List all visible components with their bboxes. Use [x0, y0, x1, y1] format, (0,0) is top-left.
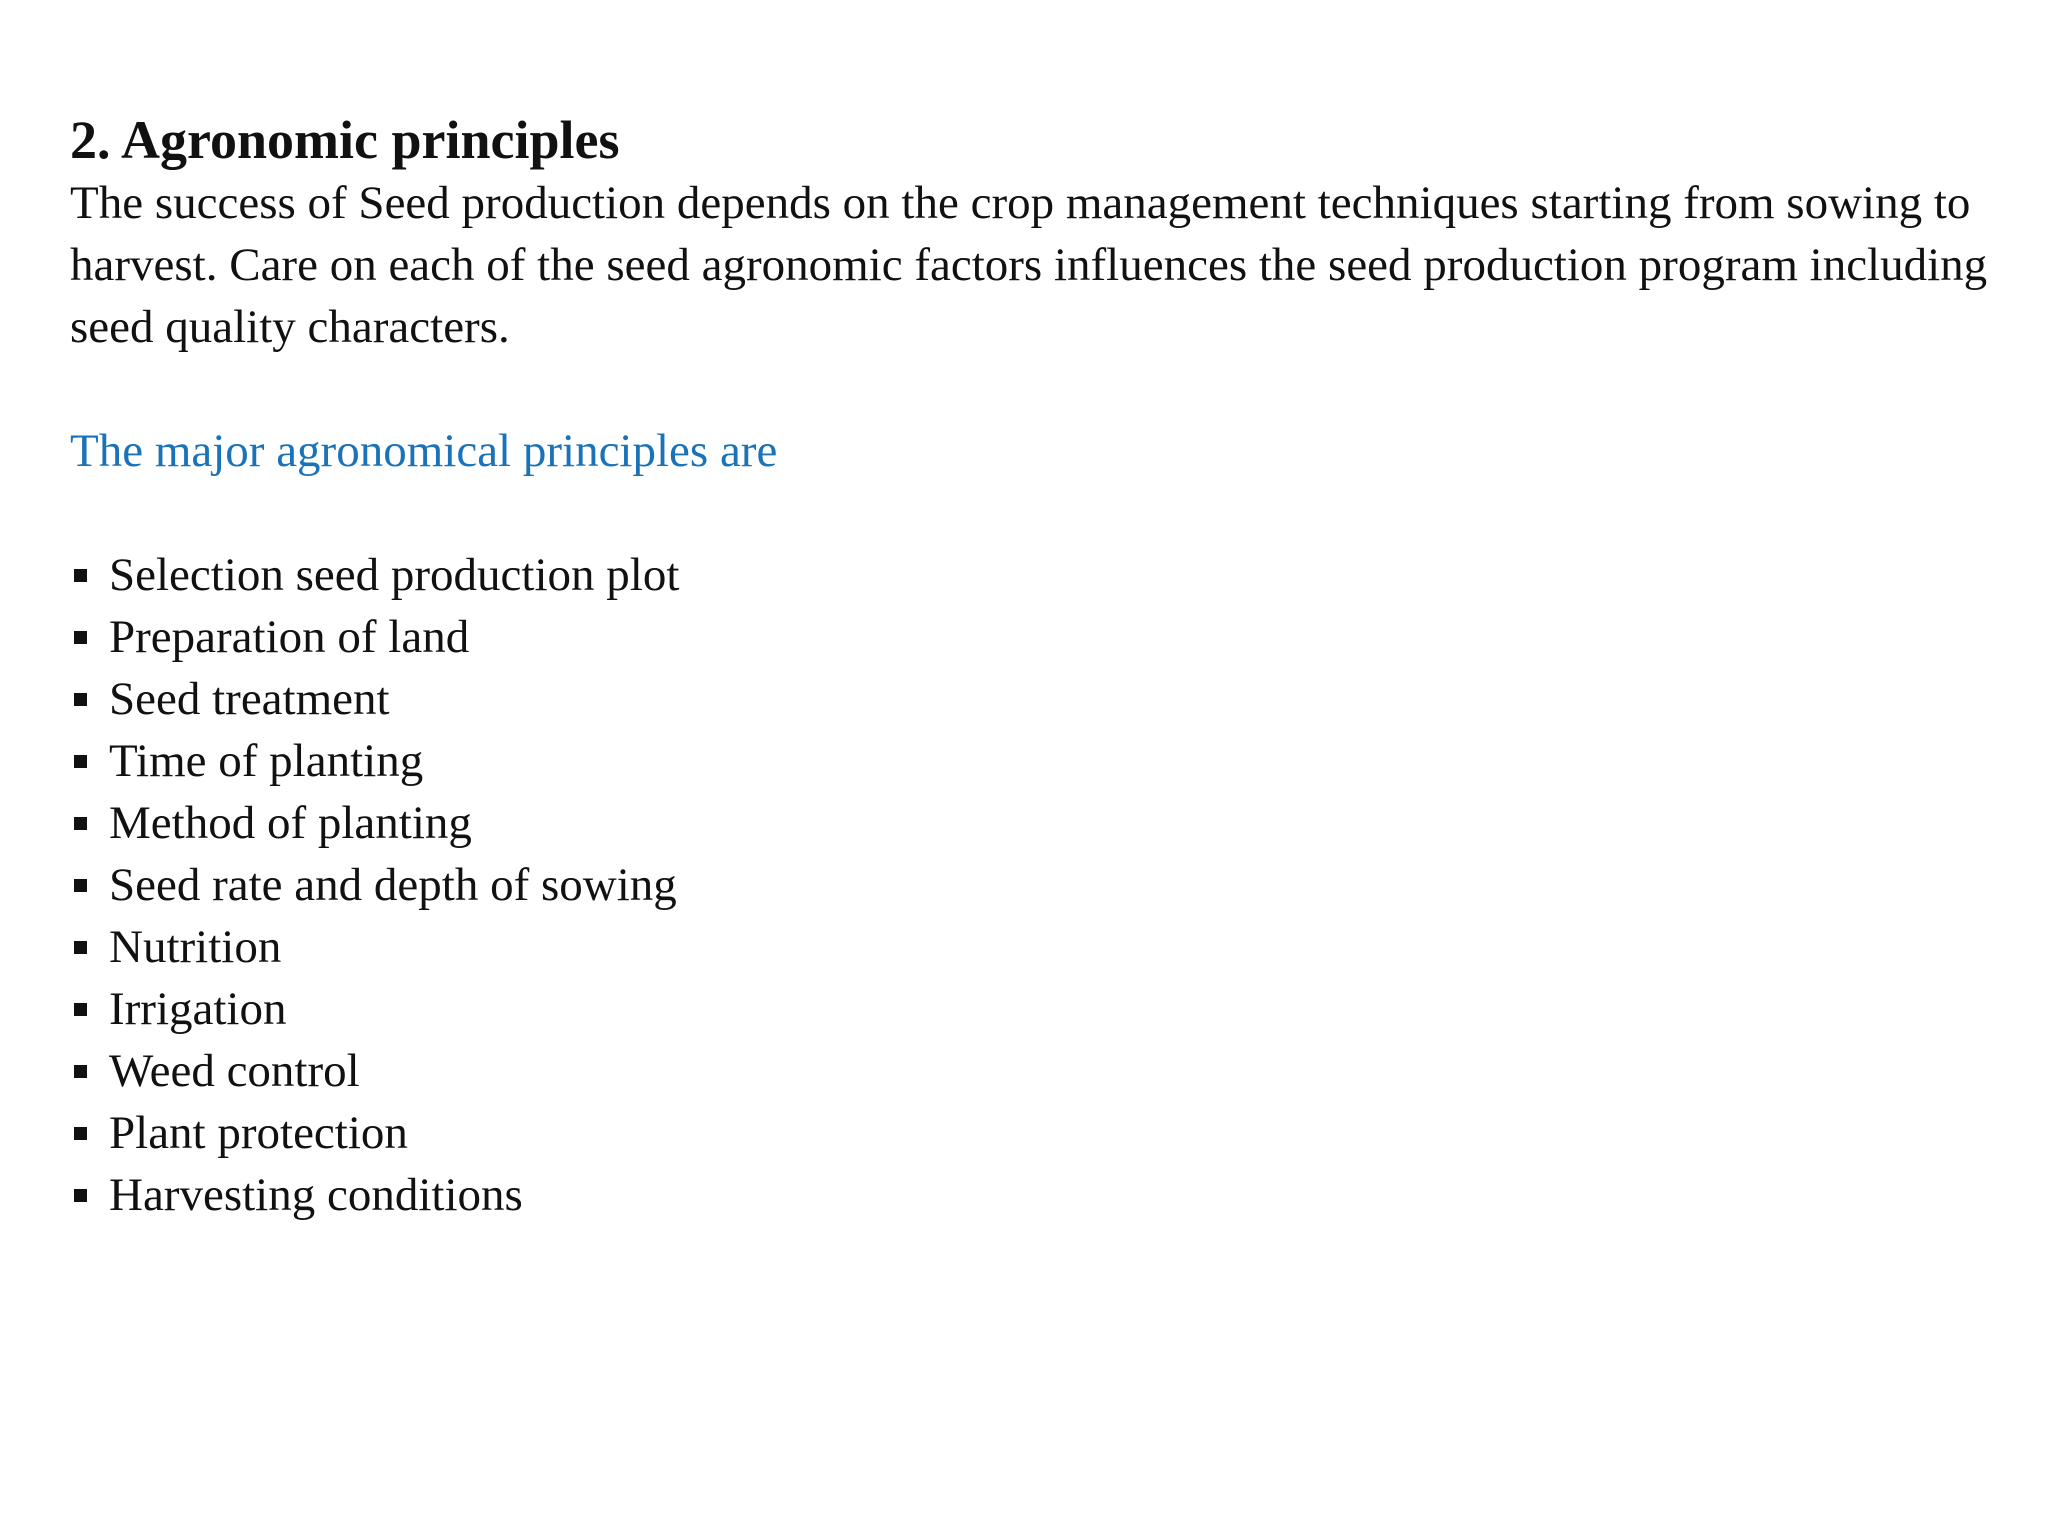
document-page [70, 108, 2010, 1226]
square-bullet-icon [74, 631, 87, 644]
list-item-label: Method of planting [109, 797, 472, 849]
list-item-label: Seed treatment [109, 673, 390, 725]
square-bullet-icon [74, 755, 87, 768]
square-bullet-icon [74, 879, 87, 892]
list-item-label: Time of planting [109, 735, 424, 787]
list-item [70, 854, 2010, 916]
square-bullet-icon [74, 569, 87, 582]
square-bullet-icon [74, 941, 87, 954]
square-bullet-icon [74, 817, 87, 830]
list-item [70, 792, 2010, 854]
list-item-label: Plant protection [109, 1107, 408, 1159]
list-item [70, 544, 2010, 606]
list-item-label: Selection seed production plot [109, 549, 680, 601]
list-item [70, 1040, 2010, 1102]
list-item-label: Irrigation [109, 983, 287, 1035]
list-item-label: Seed rate and depth of sowing [109, 859, 677, 911]
square-bullet-icon [74, 1065, 87, 1078]
list-item [70, 1102, 2010, 1164]
list-item [70, 916, 2010, 978]
section-heading: 2. Agronomic principles [70, 110, 620, 170]
principles-subheading: The major agronomical principles are [70, 425, 778, 477]
square-bullet-icon [74, 1127, 87, 1140]
square-bullet-icon [74, 1003, 87, 1016]
square-bullet-icon [74, 693, 87, 706]
list-item-label: Harvesting conditions [109, 1169, 523, 1221]
principles-list [70, 544, 2010, 1226]
square-bullet-icon [74, 1189, 87, 1202]
list-item-label: Weed control [109, 1045, 360, 1097]
intro-paragraph: The success of Seed production depends on the crop management techniques starting from sowing to harvest. Care on each of the seed agronomic factors influences the seed production program including seed quality characters. [70, 177, 1988, 353]
list-item [70, 978, 2010, 1040]
list-item [70, 668, 2010, 730]
list-item-label: Nutrition [109, 921, 282, 973]
list-item-label: Preparation of land [109, 611, 470, 663]
list-item [70, 730, 2010, 792]
list-item [70, 606, 2010, 668]
list-item [70, 1164, 2010, 1226]
